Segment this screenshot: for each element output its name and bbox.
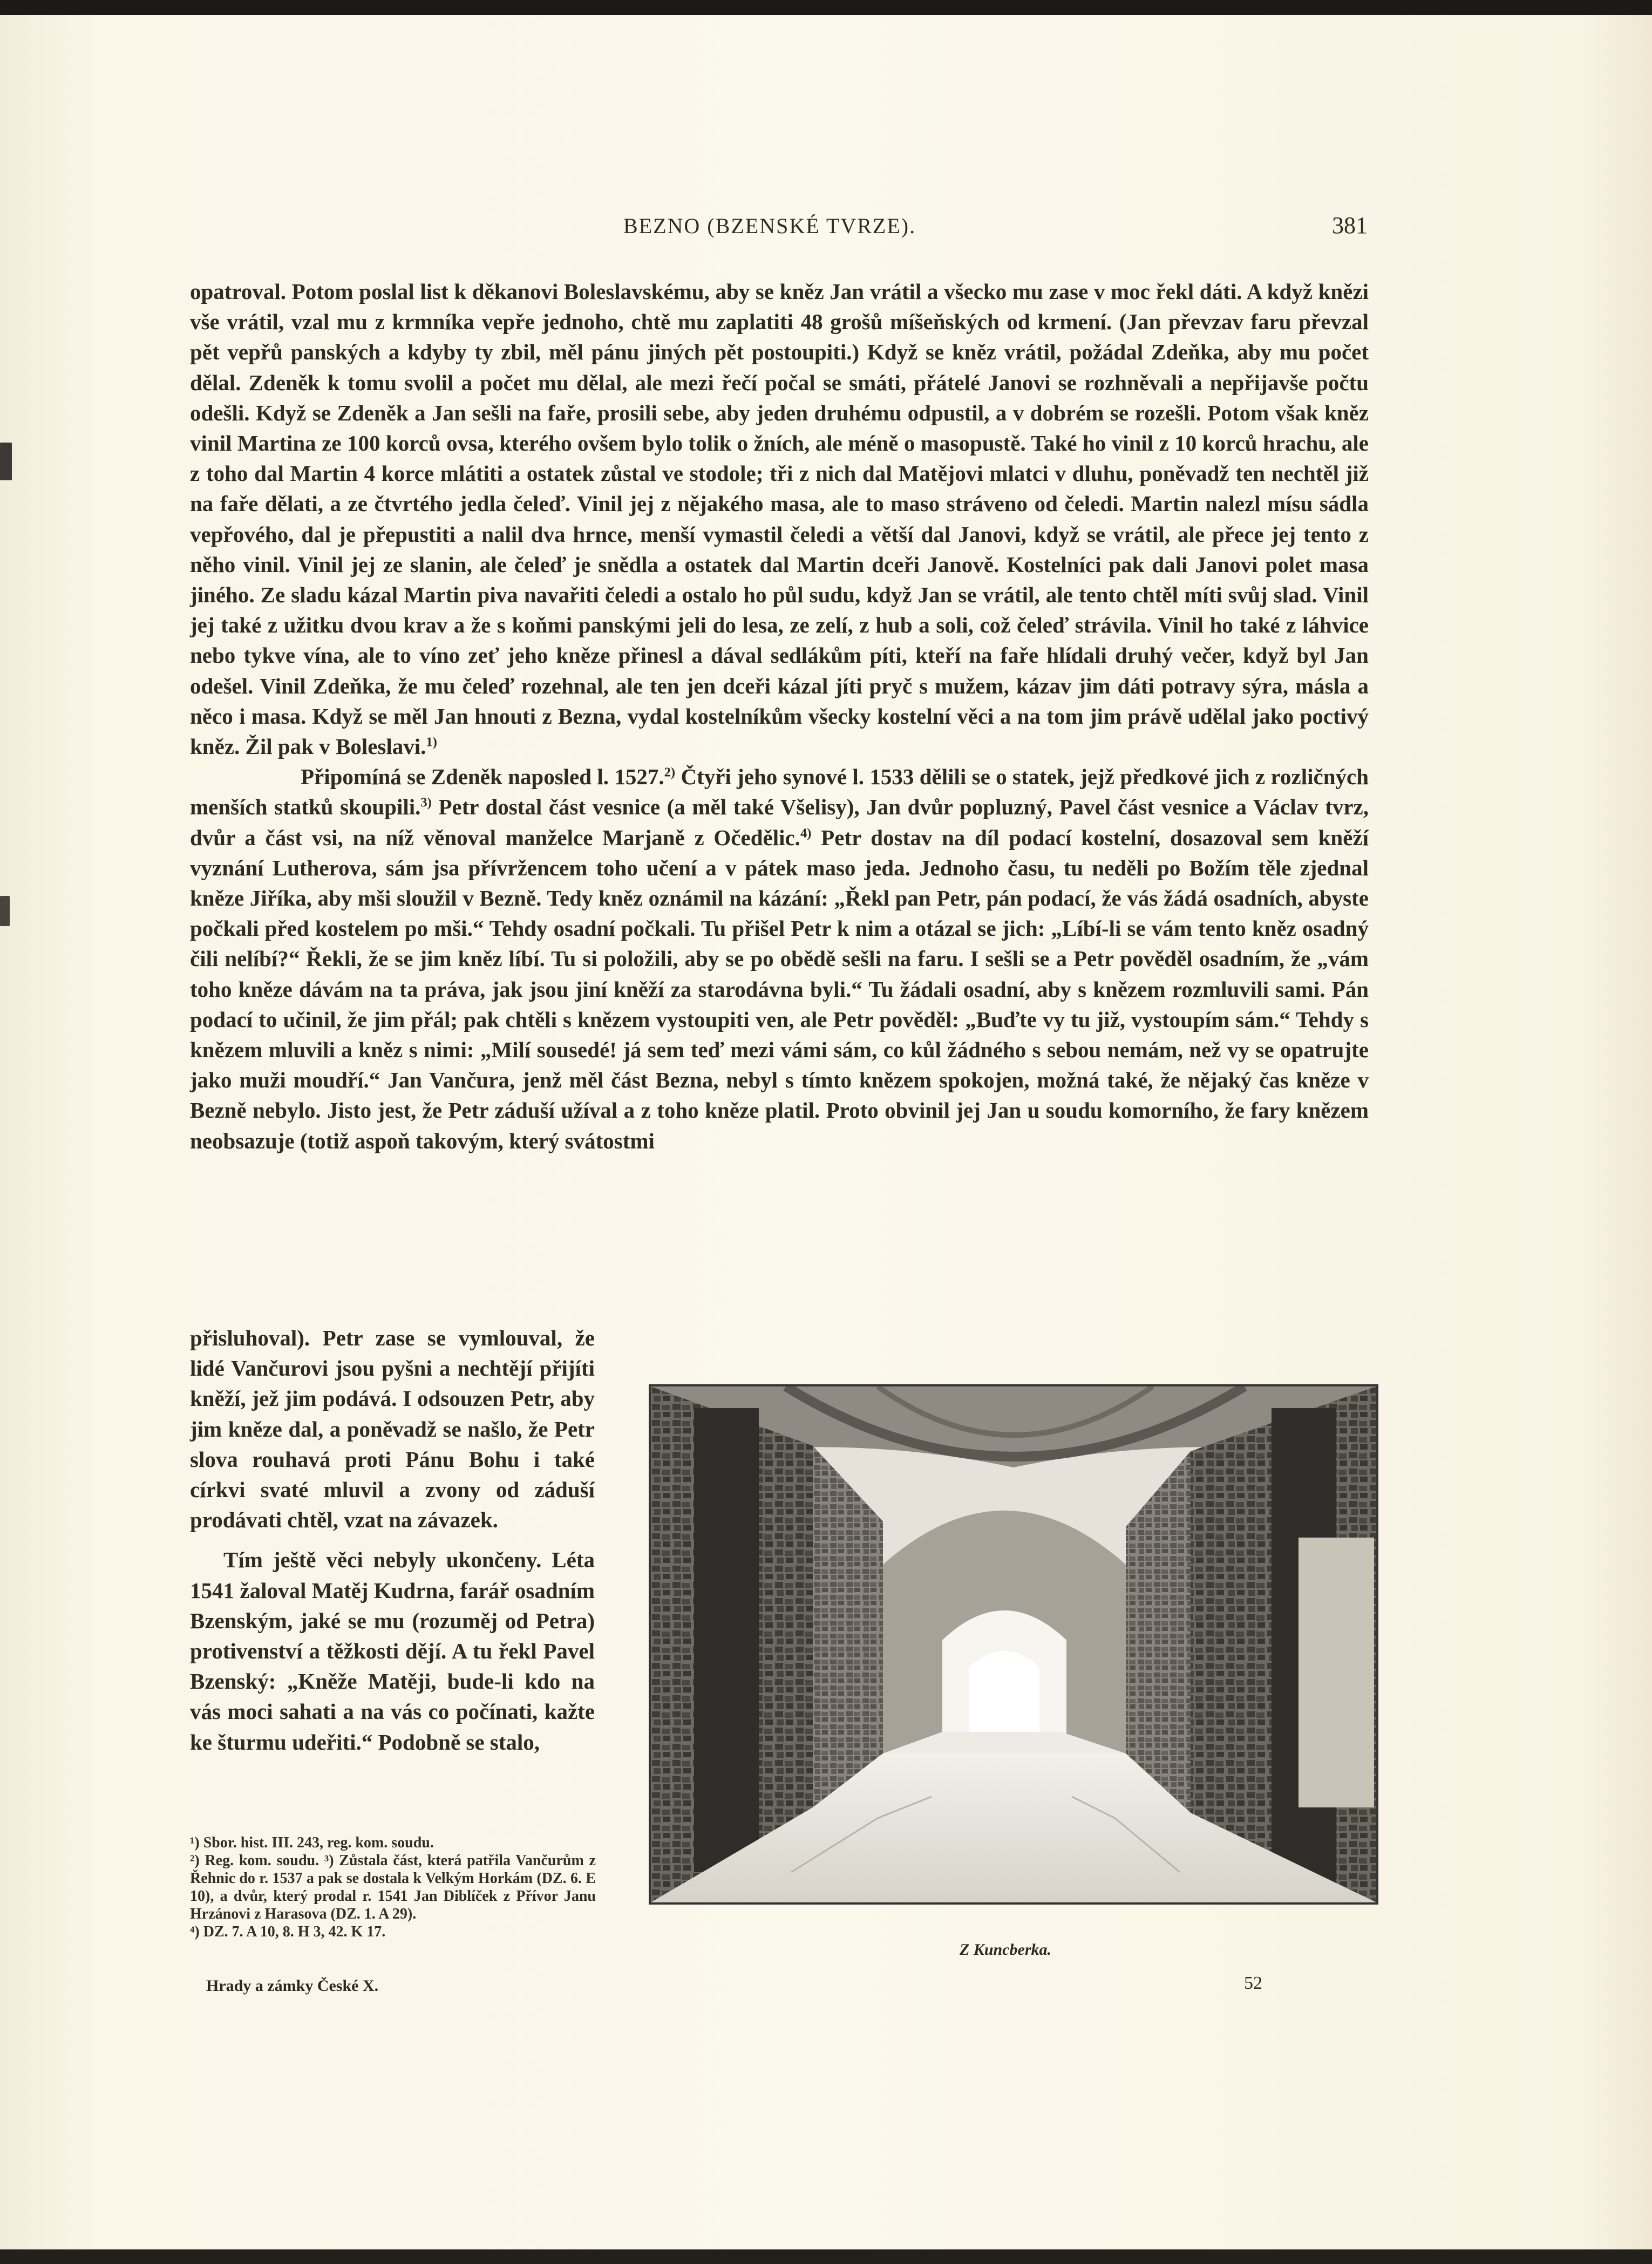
series-title: Hrady a zámky České X. [206,1977,379,1995]
page-top-edge [0,0,1652,15]
photo-corridor [649,1384,1378,1905]
photo-image [651,1386,1376,1902]
running-head: BEZNO (BZENSKÉ TVRZE). [623,214,916,238]
paragraph [190,276,1369,762]
footnote: ¹) Sbor. hist. III. 243, reg. kom. soudu. [190,1834,434,1851]
page-bottom-edge [0,2249,1652,2264]
sheet-signature: 52 [1244,1973,1262,1993]
footnote: ⁴) DZ. 7. A 10, 8. H 3, 42. K 17. [190,1923,386,1940]
paragraph-text: Petr dostav na díl podací kostelní, dosazoval sem kněží vyznání Lutherova, sám jsa přívržencem toho učení a v pátek maso jeda. Jednoho času, tu neděli po Božím těle zjednal kněze Jiříka, aby mši sloužil v Bezně. Tedy kněz oznámil na kázání: „Řekl pan Petr, pán podací, že vás žádá osadních, abyste počkali před kostelem po mši.“ Tehdy osadní počkali. Tu přišel Petr k nim a otázal se jich: „Líbí-li se vám tento kněz osadný čili nelíbí?“ Řekli, že se jim kněz líbí. Tu si položili, aby se po obědě sešli na faru. I sešli se a Petr pověděl osadním, že „vám toho kněze dávám na ta práva, jak jsou jiní kněží za starodávna byli.“ Tu žádali osadní, aby s knězem rozmluvili sami. Pán podací to učinil, že jim přál; pak chtěli s knězem vystoupiti ven, ale Petr pověděl: „Buďte vy tu již, vystoupím sám.“ Tehdy s knězem mluvili a kněz s nimi: „Milí sousedé! já sem teď mezi vámi sám, co kůl žádného s sebou nemám, než vy se opatrujte jako muži moudří.“ Jan Vančura, jenž měl část Bezna, nebyl s tímto knězem spokojen, možná také, že nějaký čas kněze v Bezně nebylo. Jisto jest, že Petr záduší užíval a z toho kněze platil. Proto obvinil jej Jan u soudu komorního, že fary knězem neobsazuje (totiž aspoň takovým, který svátostmi [190,825,1369,1153]
paragraph: přisluhoval). Petr zase se vymlouval, že lidé Vančurovi jsou pyšni a nechtějí přijíti kněží, jež jim podává. I odsouzen Petr, aby jim kněze dal, a poněvadž se našlo, že Petr slova rouhavá proti Pánu Bohu i také církvi svaté mluvil a zvony od záduší prodávati chtěl, vzat na závazek. [190,1325,595,1533]
paragraph-text: Čtyři jeho synové l. 1533 dělili se o statek, jejž předkové jich z rozličných menších statků skoupili. [190,764,1369,820]
footnote-ref: 4) [800,826,812,840]
spine-mark [0,443,12,480]
page-number: 381 [1332,212,1368,239]
spine-mark [0,896,10,926]
footnote-ref: 3) [420,795,432,810]
paragraph-text: Petr dostal část vesnice (a měl také Všelisy), Jan dvůr popluzný, Pavel část vesnice a Václav tvrz, dvůr a část vsi, na níž věnoval manželce Marjaně z Očedělic. [190,794,1369,850]
footnote-ref: 1) [426,735,437,750]
footnote: ²) Reg. kom. soudu. ³) Zůstala část, která patřila Vančurům z Řehnic do r. 1537 a pak se dostala k Velkým Horkám (DZ. 6. E 10), a dvůr, který prodal r. 1541 Jan Diblíček z Přívor Janu Hrzánovi z Harasova (DZ. 1. A 29). [190,1852,596,1922]
paragraph-text: opatroval. Potom poslal list k děkanovi Boleslavskému, aby se kněz Jan vrátil a všecko mu zase v moc řekl dáti. A když knězi vše vrátil, vzal mu z krmníka vepře jednoho, chtě mu zaplatiti 48 grošů míšeňských od krmení. (Jan převzav faru převzal pět vepřů panských a kdyby ty zbil, měl pánu jiných pět postoupiti.) Když se kněz vrátil, požádal Zdeňka, aby mu počet dělal. Zdeněk k tomu svolil a počet mu dělal, ale mezi řečí počal se smáti, přátelé Janovi se rozhněvali a nepřijavše počtu odešli. Když se Zdeněk a Jan sešli na faře, prosili sebe, aby jeden druhému odpustil, a v dobrém se rozešli. Potom však kněz vinil Martina ze 100 korců ovsa, kterého ovšem bylo tolik o žních, ale méně o masopustě. Také ho vinil z 10 korců hrachu, ale z toho dal Martin 4 korce mlátiti a ostatek zůstal ve stodole; tři z nich dal Matějovi mlatci v dluhu, poněvadž ten nechtěl již na faře dělati, a ze čtvrtého jedla čeleď. Vinil jej z nějakého masa, ale to maso stráveno od čeledi. Martin nalezl mísu sádla vepřového, dal je přepustiti a nalil dva hrnce, menší vymastil čeledi a větší dal Janovi, když se vrátil, ale přece jej tento z něho vinil. Vinil jej ze slanin, ale čeleď je snědla a ostatek dal Martin dceři Janově. Kostelníci pak dali Janovi polet masa jiného. Ze sladu kázal Martin piva navařiti čeledi a ostalo ho půl sudu, když Jan se vrátil, ale tento chtěl míti svůj slad. Vinil jej také z užitku dvou krav a že s koňmi panskými jeli do lesa, ze zelí, z hub a soli, což čeleď strávila. Vinil ho také z láhvice nebo tykve vína, ale to víno zeť jeho kněze přinesl a dával sedlákům píti, kteří na faře hlídali druhý večer, když byl Jan odešel. Vinil Zdeňka, že mu čeleď rozehnal, ale ten jen dceři kázal jíti pryč s mužem, kázav jim dáti potravy sýra, másla a něco i masa. Když se měl Jan hnouti z Bezna, vydal kostelníkům všecky kostelní věci a na tom jim právě udělal jako poctivý kněz. Žil pak v Boleslavi. [190,279,1369,759]
footnotes [190,1834,596,1941]
left-column-text [190,1323,595,1757]
footnote-ref: 2) [664,765,676,780]
main-text [190,276,1369,1156]
paragraph [190,762,1369,1156]
paragraph-text: Připomíná se Zdeněk naposled l. 1527. [301,764,664,790]
figure-caption: Z Kuncberka. [960,1941,1052,1959]
paragraph: Tím ještě věci nebyly ukončeny. Léta 1541 žaloval Matěj Kudrna, farář osadním Bzenským, jaké se mu (rozuměj od Petra) protivenství a těžkosti dějí. A tu řekl Pavel Bzenský: „Kněže Matěji, bude-li kdo na vás moci sahati a na vás co počínati, kažte ke šturmu udeřiti.“ Podobně se stalo, [190,1547,595,1755]
